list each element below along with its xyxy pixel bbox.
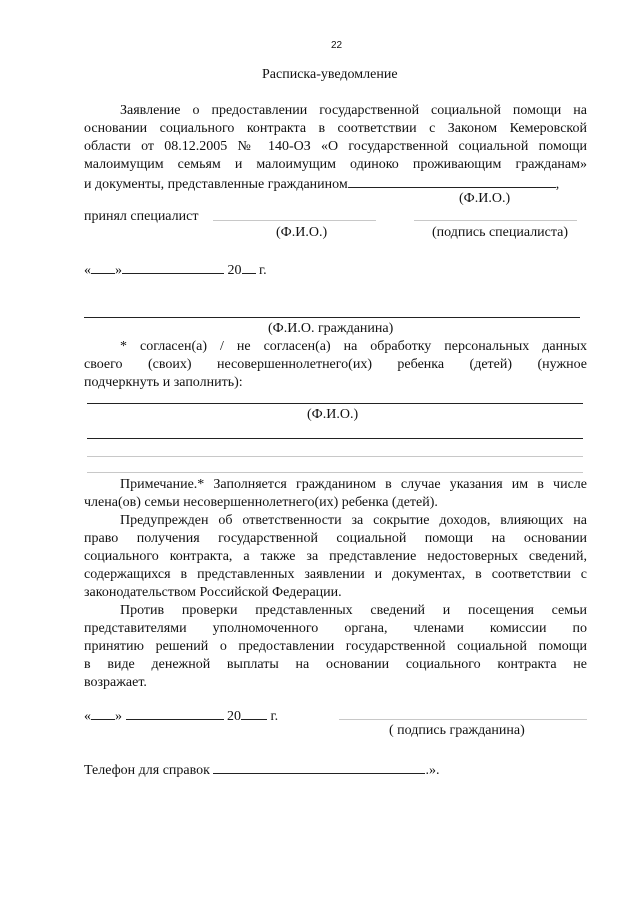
phone-field[interactable] (213, 760, 425, 774)
date-line-2 (84, 706, 278, 726)
warning-line: законодательством Российской Федерации. (84, 585, 342, 600)
verification-paragraph (84, 602, 587, 692)
warning-line: право получения государственной социальной помощи на основании (84, 531, 587, 546)
verification-line: принятию решений о предоставлении государственной социальной помощи (84, 639, 587, 654)
child-name-line-3[interactable] (87, 456, 583, 457)
specialist-fio-label: (Ф.И.О.) (276, 225, 328, 240)
note-paragraph (84, 476, 587, 512)
warning-line: содержащихся в представленных заявлении и документах, в соответствии с (84, 567, 587, 582)
warning-line: социального контракта, а также за представление недостоверных сведений, (84, 549, 587, 564)
year-prefix: 20 (227, 263, 242, 278)
document-title: Расписка-уведомление (262, 67, 398, 82)
year-field[interactable] (242, 260, 256, 274)
note-line: члена(ов) семьи несовершеннолетнего(их) ребенка (детей). (84, 495, 438, 510)
accepted-by-label: принял специалист (84, 209, 199, 224)
warning-paragraph (84, 512, 587, 602)
intro-line: основании социального контракта в соответствии с Законом Кемеровской (84, 121, 587, 136)
verification-line: в виде денежной выплаты на основании социального контракта не (84, 657, 587, 672)
year-suffix: г. (270, 709, 279, 724)
child-name-line-1[interactable] (87, 403, 583, 404)
consent-paragraph (84, 338, 587, 392)
child-name-line-2[interactable] (87, 438, 583, 439)
verification-line: представителями уполномоченного органа, членами комиссии по (84, 621, 587, 636)
consent-line: своего (своих) несовершеннолетнего(их) ребенка (детей) (нужное (84, 357, 587, 372)
intro-line: области от 08.12.2005 № 140-ОЗ «О государственной социальной помощи (84, 139, 587, 154)
month-field[interactable] (122, 260, 224, 274)
consent-line: подчеркнуть и заполнить): (84, 375, 243, 390)
citizen-name-field[interactable] (348, 174, 556, 188)
intro-paragraph (84, 102, 587, 174)
date-quote-close: » (115, 709, 122, 724)
date-quote-close: » (115, 263, 122, 278)
day-field-2[interactable] (91, 706, 115, 720)
warning-line: Предупрежден об ответственности за сокрытие доходов, влияющих на (120, 513, 587, 528)
child-fio-label: (Ф.И.О.) (307, 407, 359, 422)
consent-line: * согласен(а) / не согласен(а) на обработку персональных данных (120, 339, 587, 354)
fio-label: (Ф.И.О.) (459, 191, 511, 206)
year-suffix: г. (259, 263, 267, 278)
year-field-2[interactable] (241, 706, 267, 720)
child-name-line-4[interactable] (87, 472, 583, 473)
citizen-signature-field[interactable] (339, 719, 587, 720)
date-line-1 (84, 260, 267, 280)
phone-line (84, 760, 439, 780)
phone-end: .». (425, 763, 440, 778)
intro-line: Заявление о предоставлении государственной социальной помощи на (120, 103, 587, 118)
date-quote-open: « (84, 709, 91, 724)
intro-line: малоимущим семьям и малоимущим одиноко проживающим гражданам» (84, 157, 587, 172)
verification-line: возражает. (84, 675, 147, 690)
intro-line: и документы, представленные гражданином (84, 177, 348, 192)
date-quote-open: « (84, 263, 91, 278)
specialist-name-field[interactable] (213, 220, 376, 221)
phone-label: Телефон для справок (84, 763, 210, 778)
month-field-2[interactable] (126, 706, 224, 720)
citizen-signature-label: ( подпись гражданина) (389, 723, 525, 738)
verification-line: Против проверки представленных сведений и посещения семьи (120, 603, 587, 618)
citizen-fio-label: (Ф.И.О. гражданина) (268, 321, 394, 336)
intro-end-comma: , (555, 177, 560, 192)
specialist-signature-field[interactable] (414, 220, 577, 221)
specialist-signature-label: (подпись специалиста) (432, 225, 569, 240)
note-line: Примечание.* Заполняется гражданином в случае указания им в числе (120, 477, 587, 492)
page-number: 22 (331, 40, 343, 51)
year-prefix: 20 (227, 709, 241, 724)
day-field[interactable] (91, 260, 115, 274)
citizen-name-line[interactable] (84, 317, 580, 318)
